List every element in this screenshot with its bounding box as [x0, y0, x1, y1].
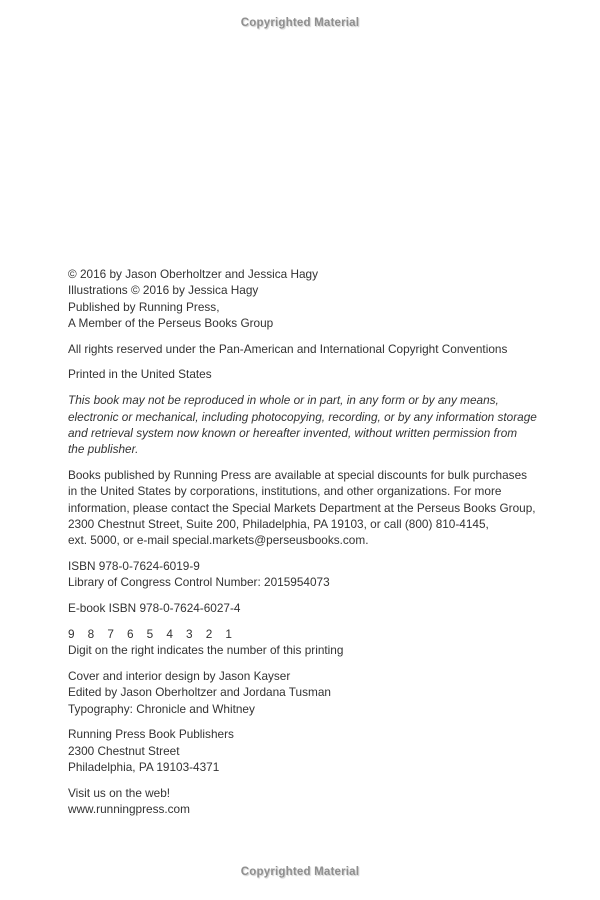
rights-reserved-line: All rights reserved under the Pan-American and International Copyright Conventions: [68, 341, 508, 356]
copyright-block: [68, 266, 537, 331]
design-credit-line: Cover and interior design by Jason Kayser: [68, 668, 291, 683]
bulk-purchases-line: 2300 Chestnut Street, Suite 200, Philadelphia, PA 19103, or call (800) 810-4145,: [68, 516, 489, 531]
reproduction-notice-line: This book may not be reproduced in whole or in part, in any form or by any means,: [68, 393, 499, 408]
copyright-watermark-bottom: Copyrighted Material: [240, 866, 360, 878]
illustrations-copyright-line: Illustrations © 2016 by Jessica Hagy: [68, 283, 259, 298]
web-block: [68, 785, 537, 818]
typography-credit-line: Typography: Chronicle and Whitney: [68, 701, 255, 716]
colophon: [68, 266, 537, 827]
printed-block: [68, 366, 537, 382]
isbn-line: ISBN 978-0-7624-6019-9: [68, 558, 200, 573]
reproduction-notice-block: [68, 392, 537, 457]
editor-credit-line: Edited by Jason Oberholtzer and Jordana Tusman: [68, 685, 331, 700]
web-invite-line: Visit us on the web!: [68, 785, 171, 800]
bulk-purchases-line: information, please contact the Special Markets Department at the Perseus Books Group,: [68, 500, 536, 515]
credits-block: [68, 668, 537, 717]
loc-control-number-line: Library of Congress Control Number: 2015954073: [68, 575, 330, 590]
printed-line: Printed in the United States: [68, 367, 212, 382]
publisher-city-line: Philadelphia, PA 19103-4371: [68, 759, 220, 774]
publisher-group-line: A Member of the Perseus Books Group: [68, 315, 274, 330]
reproduction-notice-line: the publisher.: [68, 442, 139, 457]
isbn-block: [68, 558, 537, 591]
publisher-name-line: Running Press Book Publishers: [68, 727, 234, 742]
bulk-purchases-line: Books published by Running Press are available at special discounts for bulk purchases: [68, 467, 528, 482]
bulk-purchases-line: ext. 5000, or e-mail special.markets@perseusbooks.com.: [68, 533, 369, 548]
bulk-purchases-block: [68, 467, 537, 548]
publisher-street-line: 2300 Chestnut Street: [68, 743, 180, 758]
publisher-address-block: [68, 726, 537, 775]
ebook-isbn-line: E-book ISBN 978-0-7624-6027-4: [68, 601, 241, 616]
copyright-watermark-top: Copyrighted Material: [240, 17, 360, 29]
printing-number-block: [68, 626, 537, 659]
publisher-line: Published by Running Press,: [68, 299, 220, 314]
ebook-isbn-block: [68, 600, 537, 616]
copyright-line: © 2016 by Jason Oberholtzer and Jessica Hagy: [68, 267, 319, 281]
printing-note-line: Digit on the right indicates the number of this printing: [68, 643, 344, 658]
printing-digits-line: 9 8 7 6 5 4 3 2 1: [68, 626, 232, 641]
rights-reserved-block: [68, 341, 537, 357]
reproduction-notice-line: electronic or mechanical, including photocopying, recording, or by any information storage: [68, 409, 537, 424]
web-url-line: www.runningpress.com: [68, 802, 190, 817]
reproduction-notice-line: and retrieval system now known or hereafter invented, without written permission from: [68, 425, 518, 440]
bulk-purchases-line: in the United States by corporations, institutions, and other organizations. For more: [68, 484, 502, 499]
